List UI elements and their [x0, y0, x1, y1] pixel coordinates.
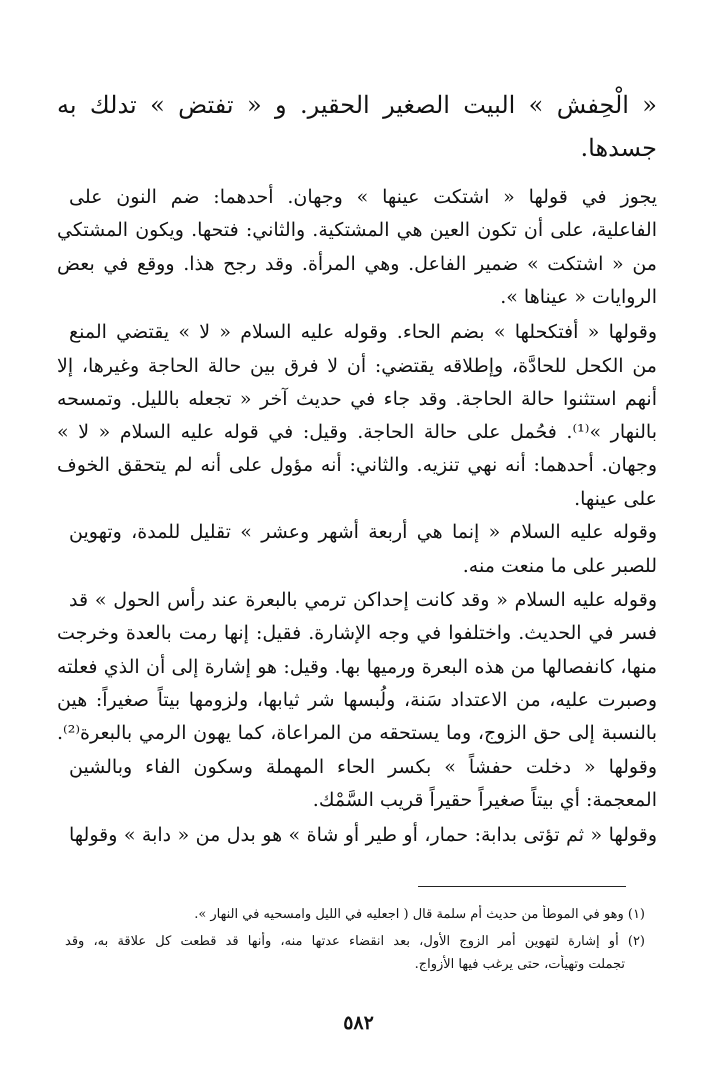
body-line-2: جسدها. [580, 134, 657, 162]
footnote-2-continued: تجملت وتهيأت، حتى يرغب فيها الأزواج. [414, 957, 625, 972]
body-line-5: من « اشتكت » ضمير الفاعل. وهي المرأة. وقد رجح هذا. ووقع في بعض [57, 253, 657, 275]
body-line-21: المعجمة: أي بيتاً صغيراً حقيراً قريب السَّمْك. [312, 789, 657, 811]
body-line-16: فسر في الحديث. واختلفوا في وجه الإشارة. فقيل: إنها رمت بالعدة وخرجت [57, 622, 657, 644]
body-line-9: أنهم استثنوا حالة الحاجة. وقد جاء في حديث آخر « تجعله بالليل. وتمسحه [57, 388, 657, 410]
body-line-1: « الْحِفش » البيت الصغير الحقير. و « تفتض » تدلك به [57, 91, 657, 119]
body-line-10: بالنهار »⁽¹⁾. فحُمل على حالة الحاجة. وقيل: في قوله عليه السلام « لا » [57, 421, 657, 443]
body-line-18: وصبرت عليه، من الاعتداد سَنة، ولُبسها شر ثيابها، ولزومها بيتاً صغيراً: هين [57, 689, 657, 711]
body-line-8: من الكحل للحادَّة، وإطلاقه يقتضي: أن لا فرق بين حالة الحاجة وغيرها، إلا [57, 355, 657, 377]
footnote-1: (١) وهو في الموطأ من حديث أم سلمة قال ( اجعليه في الليل وامسحيه في النهار ». [194, 907, 645, 922]
footnote-2: (٢) أو إشارة لتهوين أمر الزوج الأول، بعد انقضاء عدتها منه، وأنها قد قطعت كل علاقة به، وقد [65, 934, 645, 949]
footnote-separator [418, 886, 626, 887]
body-line-19: بالنسبة إلى حق الزوج، وما يستحقه من المراعاة، كما يهون الرمي بالبعرة⁽²⁾. [57, 722, 657, 744]
page-number: ٥٨٢ [343, 1012, 374, 1034]
body-line-6: الروايات « عيناها ». [500, 286, 657, 308]
body-line-12: على عينها. [574, 488, 657, 510]
body-line-15: وقوله عليه السلام « وقد كانت إحداكن ترمي بالبعرة عند رأس الحول » قد [69, 589, 657, 611]
body-line-7: وقولها « أفتكحلها » بضم الحاء. وقوله عليه السلام « لا » يقتضي المنع [69, 321, 657, 343]
body-line-4: الفاعلية، على أن تكون العين هي المشتكية. والثاني: فتحها. ويكون المشتكي [57, 219, 657, 241]
body-line-20: وقولها « دخلت حفشاً » بكسر الحاء المهملة وسكون الفاء وبالشين [69, 756, 657, 778]
body-line-14: للصبر على ما منعت منه. [462, 555, 657, 577]
body-line-11: وجهان. أحدهما: أنه نهي تنزيه. والثاني: أنه مؤول على أنه لم يتحقق الخوف [57, 454, 657, 476]
body-line-3: يجوز في قولها « اشتكت عينها » وجهان. أحدهما: ضم النون على [69, 186, 657, 208]
body-line-17: منها، كانفصالها من هذه البعرة ورميها بها. وقيل: هو إشارة إلى أن الذي فعلته [57, 656, 657, 678]
body-line-22: وقولها « ثم تؤتى بدابة: حمار، أو طير أو شاة » هو بدل من « دابة » وقولها [69, 824, 657, 846]
body-line-13: وقوله عليه السلام « إنما هي أربعة أشهر وعشر » تقليل للمدة، وتهوين [69, 521, 657, 543]
